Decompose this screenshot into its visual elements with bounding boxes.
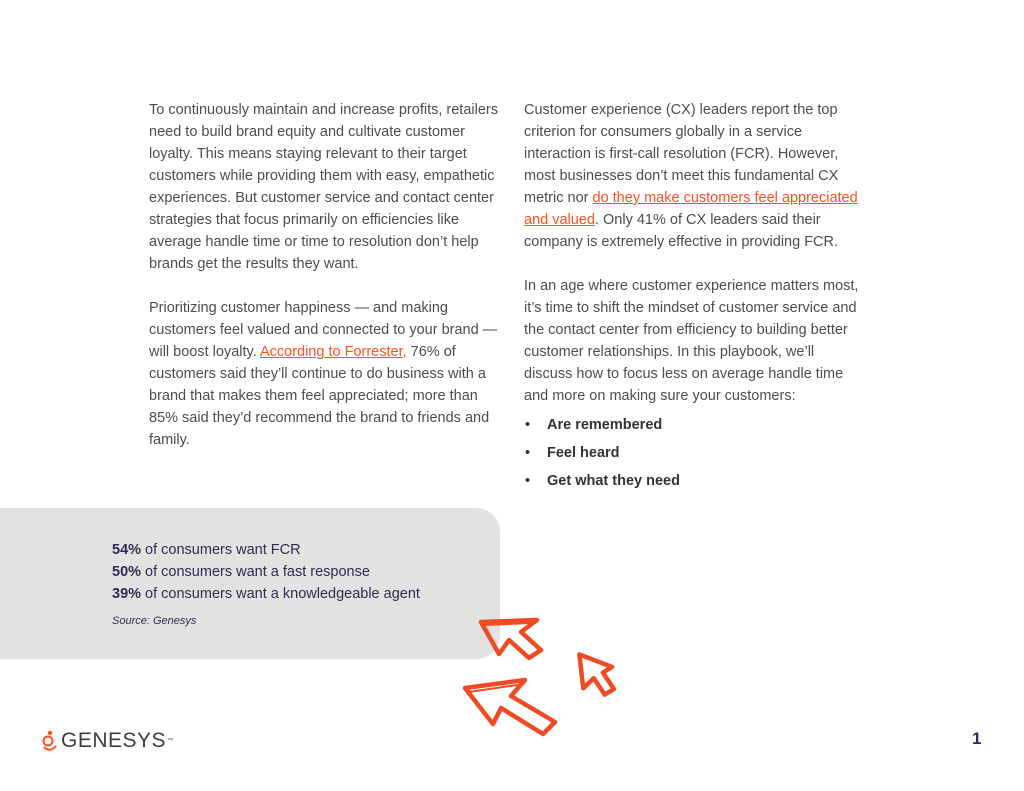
stat-line	[112, 583, 420, 605]
right-column	[524, 99, 864, 495]
left-paragraph-2	[149, 297, 505, 451]
stat-text: of consumers want a knowledgeable agent	[141, 586, 420, 602]
right-paragraph-1-text-a: Customer experience (CX) leaders report the top criterion for consumers globally in a service interaction is first-call resolution (FCR). However, most businesses don’t meet this fundamental CX metric nor	[524, 102, 839, 206]
left-paragraph-1: To continuously maintain and increase profits, retailers need to build brand equity and cultivate customer loyalty. This means staying relevant to their target customers while providing them with easy, empathetic experiences. But customer service and contact center strategies that focus primarily on efficiencies like average handle time or time to resolution don’t help brands get the results they want.	[149, 102, 498, 272]
left-paragraph-2-text-a: Prioritizing customer happiness — and making customers feel valued and connected to your brand — will boost loyalty.	[149, 300, 498, 360]
stat-line	[112, 539, 420, 561]
right-paragraph-1	[524, 99, 864, 253]
logo-trademark: ™	[167, 738, 174, 744]
genesys-logo	[42, 729, 173, 753]
genesys-logo-mark-icon	[42, 730, 58, 752]
stat-value: 54%	[112, 542, 142, 558]
customer-needs-list	[524, 411, 864, 495]
forrester-link[interactable]: According to Forrester,	[259, 344, 407, 360]
feel-appreciated-link[interactable]: do they make customers feel appreciated and valued	[524, 190, 858, 228]
stats-list	[112, 539, 420, 605]
left-column	[149, 99, 505, 451]
stat-line	[112, 561, 420, 583]
right-paragraph-1-text-b: . Only 41% of CX leaders said their company is extremely effective in providing FCR.	[524, 212, 839, 250]
cursor-arrows-icon	[455, 610, 625, 745]
stats-source: Source: Genesys	[112, 615, 197, 627]
left-paragraph-2-text-b: 76% of customers said they’ll continue to do business with a brand that makes them feel appreciated; more than 85% said they’d recommend the brand to friends and family.	[149, 344, 490, 448]
right-paragraph-2: In an age where customer experience matters most, it’s time to shift the mindset of customer service and the contact center from efficiency to building better customer relationships. In this playbook, we’ll discuss how to focus less on average handle time and more on making sure your customers:	[524, 278, 859, 404]
list-item: • Are remembered	[524, 411, 864, 439]
list-item: • Feel heard	[524, 439, 864, 467]
logo-text: GENESYS	[61, 729, 167, 752]
stat-text: of consumers want FCR	[141, 542, 301, 558]
stat-value: 39%	[112, 586, 142, 602]
list-item: • Get what they need	[524, 467, 864, 495]
page-number: 1	[972, 729, 982, 748]
stat-text: of consumers want a fast response	[141, 564, 370, 580]
stat-value: 50%	[112, 564, 142, 580]
